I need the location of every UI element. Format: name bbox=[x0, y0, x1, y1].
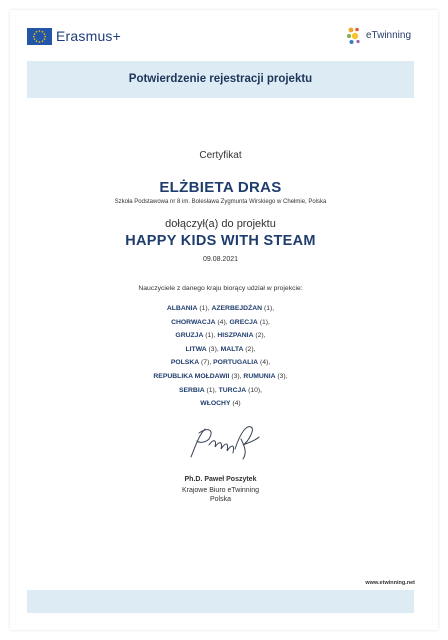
country-count: (4) bbox=[232, 400, 241, 408]
country-count: (1) bbox=[263, 305, 273, 312]
teachers-label: Nauczyciele z danego kraju biorący udział w projekcie: bbox=[138, 285, 303, 292]
recipient-name: ELŻBIETA DRAS bbox=[159, 179, 282, 196]
country-list bbox=[27, 302, 414, 411]
country-name: GRUZJA bbox=[175, 332, 204, 340]
country-name: RUMUNIA bbox=[243, 372, 276, 380]
country-line: SERBIA (1), TURCJA (10), bbox=[178, 386, 263, 394]
country-count: (1) bbox=[205, 332, 214, 340]
handwritten-signature bbox=[185, 421, 265, 470]
country-count: (1) bbox=[206, 386, 215, 394]
eu-flag-icon bbox=[27, 28, 52, 45]
etwinning-logo-icon bbox=[345, 26, 365, 46]
etwinning-logo-text: eTwinning bbox=[366, 30, 412, 41]
country-count: (10) bbox=[248, 386, 261, 394]
country-name: MALTA bbox=[220, 345, 244, 353]
signer-country: Polska bbox=[209, 496, 231, 503]
country-count: (1) bbox=[199, 305, 208, 312]
certificate-label: Certyfikat bbox=[199, 150, 242, 161]
project-name: HAPPY KIDS WITH STEAM bbox=[125, 233, 316, 249]
country-name: WŁOCHY bbox=[200, 400, 231, 408]
country-count: (7) bbox=[201, 359, 210, 367]
country-line: REPUBLIKA MOŁDAWII (3), RUMUNIA (3), bbox=[153, 372, 288, 380]
country-name: AZERBEJDŻAN bbox=[211, 305, 263, 312]
country-name: POLSKA bbox=[170, 359, 200, 367]
country-count: (3) bbox=[231, 372, 240, 380]
country-name: ALBANIA bbox=[166, 305, 198, 312]
country-name: TURCJA bbox=[218, 386, 247, 394]
country-name: PORTUGALIA bbox=[213, 359, 259, 367]
country-name: GRECJA bbox=[229, 318, 258, 326]
country-count: (1) bbox=[259, 318, 269, 326]
country-count: (2) bbox=[245, 345, 254, 353]
country-count: (3) bbox=[277, 372, 286, 380]
country-line: CHORWACJA (4), GRECJA (1), bbox=[171, 318, 270, 326]
country-name: REPUBLIKA MOŁDAWII bbox=[153, 372, 230, 380]
country-name: CHORWACJA bbox=[171, 318, 216, 326]
country-line: GRUZJA (1), HISZPANIA (2), bbox=[175, 332, 266, 340]
country-name: LITWA bbox=[185, 345, 207, 353]
country-name: SERBIA bbox=[178, 386, 205, 394]
school-name: Szkoła Podstawowa nr 8 im. Bolesława Zygmunta Wirskiego w Chełmie, Polska bbox=[114, 199, 327, 205]
registration-date: 09.08.2021 bbox=[202, 256, 239, 263]
country-count: (2) bbox=[255, 332, 264, 340]
country-line bbox=[27, 397, 414, 411]
country-name: HISZPANIA bbox=[217, 332, 254, 340]
joined-text: dołączył(a) do projektu bbox=[165, 218, 276, 230]
country-line: LITWA (3), MALTA (2), bbox=[185, 345, 256, 353]
country-line: POLSKA (7), PORTUGALIA (4), bbox=[170, 359, 271, 367]
country-count: (4) bbox=[259, 359, 269, 367]
website-link[interactable]: www.etwinning.net bbox=[365, 580, 415, 586]
erasmus-logo-text: Erasmus+ bbox=[56, 28, 122, 44]
country-line: ALBANIA (1), AZERBEJDŻAN (1), bbox=[166, 305, 275, 312]
signer-name: Ph.D. Paweł Poszytek bbox=[184, 476, 257, 483]
country-count: (4) bbox=[217, 318, 226, 326]
signer-office: Krajowe Biuro eTwinning bbox=[181, 487, 260, 494]
country-count: (3) bbox=[208, 345, 217, 353]
footer-band bbox=[27, 590, 414, 613]
page-title: Potwierdzenie rejestracji projektu bbox=[128, 73, 313, 85]
